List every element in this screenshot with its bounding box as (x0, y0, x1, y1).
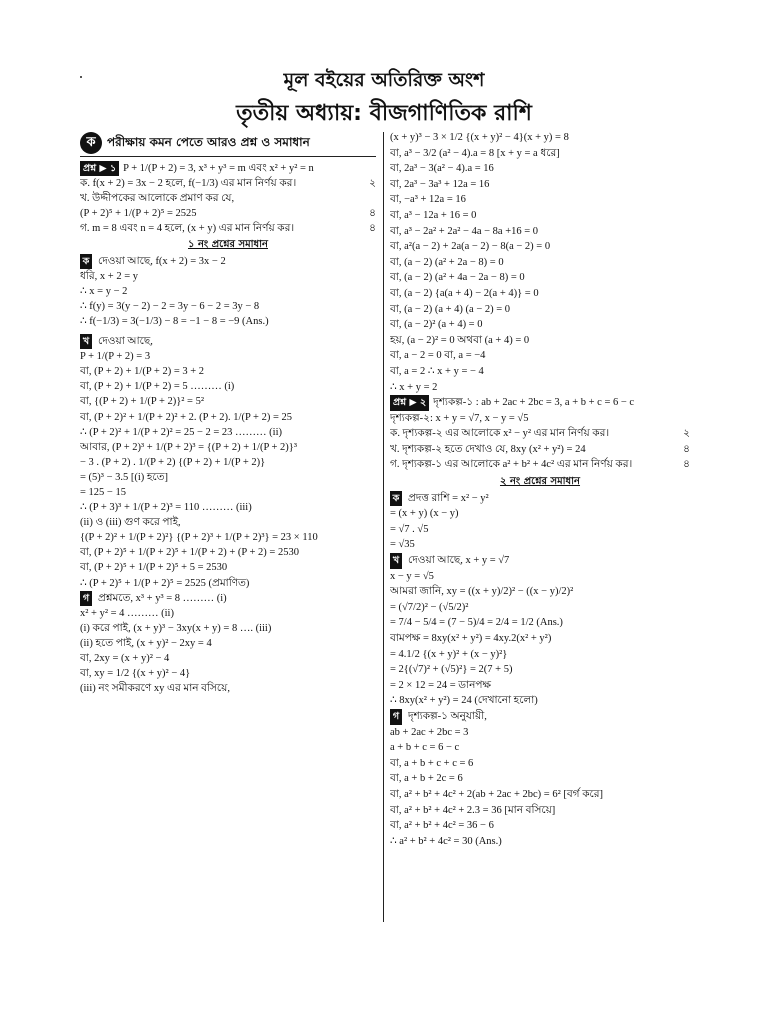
line-text: ∴ f(y) = 3(y − 2) − 2 = 3y − 6 − 2 = 3y − 8 (80, 300, 260, 312)
line-text: = (x + y) (x − y) (390, 508, 459, 520)
content-line (390, 224, 690, 240)
header-subtitle: মূল বইয়ের অতিরিক্ত অংশ (283, 69, 485, 91)
content-line (80, 530, 376, 545)
line-text: = 2 × 12 = 24 = ডানপক্ষ (390, 679, 491, 691)
line-text: বা, a − 2 = 0 বা, a = −4 (390, 350, 486, 362)
content-line (80, 485, 376, 500)
section-marker: গ (80, 591, 92, 606)
line-text: দৃশ্যকল্প-১ অনুযায়ী, (408, 710, 487, 722)
content-line (80, 440, 376, 455)
line-text: (iii) নং সমীকরণে xy এর মান বসিয়ে, (80, 683, 230, 695)
content-line (80, 299, 376, 314)
content-line (390, 631, 690, 647)
content-line (390, 771, 690, 787)
line-text: = (5)³ − 3.5 [(i) হতে] (80, 471, 169, 483)
content-line (390, 255, 690, 271)
line-text: ∴ (P + 3)³ + 1/(P + 2)³ = 110 ……… (iii) (80, 502, 252, 514)
content-line (80, 576, 376, 591)
line-text: (x + y)³ − 3 × 1/2 {(x + y)² − 4}(x + y) = 8 (390, 132, 569, 143)
content-line (390, 302, 690, 318)
line-text: বা, a = 2 ∴ x + y = − 4 (390, 365, 484, 377)
content-line (80, 560, 376, 575)
line-text: প্রশ্নমতে, x³ + y³ = 8 ……… (i) (98, 592, 227, 604)
content-line (390, 286, 690, 302)
marks: ৪ (683, 443, 690, 455)
content-line (80, 206, 376, 221)
line-text: দেওয়া আছে, (98, 336, 153, 348)
content-line (80, 379, 376, 394)
line-text: বা, a² + b² + 4c² + 2.3 = 36 [মান বসিয়ে] (390, 804, 556, 816)
line-text: বা, (P + 2)⁵ + 1/(P + 2)⁵ + 1/(P + 2) + (P + 2) = 2530 (80, 547, 299, 559)
section-marker: ক (390, 491, 402, 507)
content-line (80, 284, 376, 299)
line-text: বামপক্ষ = 8xy(x² + y²) = 4xy.2(x² + y²) (390, 633, 552, 644)
exam-banner (80, 130, 376, 157)
content-line (80, 161, 376, 176)
content-line (80, 176, 376, 191)
content-line (390, 818, 690, 834)
content-line (390, 270, 690, 286)
line-text: বা, (a − 2) (a² + 2a − 8) = 0 (390, 256, 504, 268)
content-line (390, 130, 690, 146)
content-line (80, 314, 376, 329)
content-line (390, 146, 690, 162)
line-text: = 125 − 15 (80, 486, 126, 498)
content-line (390, 803, 690, 819)
marks: ২ (369, 178, 376, 190)
content-line (390, 208, 690, 224)
content-line (390, 537, 690, 553)
section-marker: খ (390, 553, 402, 569)
line-text: বা, (a − 2) (a + 4) (a − 2) = 0 (390, 303, 511, 315)
line-text: বা, a + b + 2c = 6 (390, 773, 463, 785)
line-text: দৃশ্যকল্প-১ : ab + 2ac + 2bc = 3, a + b + c = 6 − c (433, 397, 635, 409)
content-line (80, 591, 376, 606)
line-text: বা, a³ − 12a + 16 = 0 (390, 209, 477, 221)
content-line (390, 380, 690, 396)
content-line (80, 636, 376, 651)
line-text: (ii) ও (iii) গুণ করে পাই, (80, 517, 181, 529)
content-line (390, 317, 690, 333)
line-text: ∴ 8xy(x² + y²) = 24 (দেখানো হলো) (390, 695, 538, 707)
content-line (80, 364, 376, 379)
content-line (390, 756, 690, 772)
line-text: (P + 2)⁵ + 1/(P + 2)⁵ = 2525 (80, 208, 197, 220)
content-line (390, 442, 690, 458)
line-text: P + 1/(P + 2) = 3 (80, 351, 151, 363)
marks: ৪ (369, 223, 376, 235)
line-text: ∴ f(−1/3) = 3(−1/3) − 8 = −1 − 8 = −9 (Ans.) (80, 315, 269, 327)
content-line (390, 348, 690, 364)
solution-heading: ১ নং প্রশ্নের সমাধান (187, 239, 268, 251)
content-line (80, 425, 376, 440)
content-line (80, 681, 376, 696)
marks: ৪ (683, 459, 690, 471)
content-line (390, 364, 690, 380)
line-text: = (√7/2)² − (√5/2)² (390, 601, 469, 613)
line-text: x² + y² = 4 ……… (ii) (80, 607, 174, 619)
content-line (80, 545, 376, 560)
content-line (80, 455, 376, 470)
line-text: খ. দৃশ্যকল্প-২ হতে দেখাও যে, 8xy (x² + y²) = 24 (390, 443, 586, 455)
line-text: ধরি, x + 2 = y (80, 270, 139, 282)
line-text: − 3 . (P + 2) . 1/(P + 2) {(P + 2) + 1/(P + 2)} (80, 456, 266, 468)
question-label: প্রশ্ন ▶ ২ (390, 395, 429, 411)
line-text: বা, (P + 2) + 1/(P + 2) = 5 ……… (i) (80, 381, 235, 393)
line-text: হয়, (a − 2)² = 0 অথবা (a + 4) = 0 (390, 334, 530, 346)
content-line (390, 491, 690, 507)
line-text: দেওয়া আছে, x + y = √7 (408, 555, 510, 567)
content-line (390, 787, 690, 803)
content-line (390, 678, 690, 694)
content-line (390, 740, 690, 756)
line-text: ∴ x = y − 2 (80, 285, 128, 297)
line-text: (ii) হতে পাই, (x + y)² − 2xy = 4 (80, 637, 212, 649)
banner-text: পরীক্ষায় কমন পেতে আরও প্রশ্ন ও সমাধান (107, 135, 310, 150)
line-text: ab + 2ac + 2bc = 3 (390, 726, 469, 738)
column-divider (383, 132, 384, 922)
content-line (390, 239, 690, 255)
solution-heading: ২ নং প্রশ্নের সমাধান (499, 476, 581, 488)
content-line (390, 834, 690, 850)
brand-logo: ক (80, 132, 102, 154)
line-text: বা, 2a³ − 3a³ + 12a = 16 (390, 178, 490, 190)
line-text: = √7 . √5 (390, 523, 429, 535)
content-line (390, 553, 690, 569)
content-line (80, 621, 376, 636)
line-text: ∴ (P + 2)⁵ + 1/(P + 2)⁵ = 2525 (প্রমাণিত) (80, 577, 250, 589)
line-text: বা, xy = 1/2 {(x + y)² − 4} (80, 668, 191, 680)
content-line (390, 600, 690, 616)
line-text: ∴ (P + 2)² + 1/(P + 2)² = 25 − 2 = 23 ……… (ii) (80, 426, 283, 438)
line-text: দেওয়া আছে, f(x + 2) = 3x − 2 (98, 255, 226, 267)
line-text: ∴ x + y = 2 (390, 381, 438, 393)
content-line (80, 334, 376, 349)
line-text: বা, (P + 2)⁵ + 1/(P + 2)⁵ + 5 = 2530 (80, 562, 228, 574)
content-line (80, 221, 376, 236)
line-text: a + b + c = 6 − c (390, 742, 460, 754)
line-text: গ. m = 8 এবং n = 4 হলে, (x + y) এর মান নির্ণয় কর। (80, 223, 295, 235)
content-line (390, 693, 690, 709)
line-text: (i) করে পাই, (x + y)³ − 3xy(x + y) = 8 …. (iii) (80, 622, 272, 634)
content-line (80, 410, 376, 425)
content-line (390, 395, 690, 411)
content-line (390, 725, 690, 741)
content-line (390, 192, 690, 208)
line-text: আমরা জানি, xy = ((x + y)/2)² − ((x − y)/2)² (390, 586, 574, 598)
section-marker: ক (80, 254, 92, 269)
line-text: খ. উদ্দীপকের আলোকে প্রমাণ কর যে, (80, 193, 235, 205)
line-text: বা, (a − 2)² (a + 4) = 0 (390, 319, 483, 331)
line-text: ∴ a² + b² + 4c² = 30 (Ans.) (390, 835, 502, 847)
content-line (390, 569, 690, 585)
content-line (390, 411, 690, 427)
content-line (80, 470, 376, 485)
line-text: বা, {(P + 2) + 1/(P + 2)}² = 5² (80, 396, 205, 408)
line-text: {(P + 2)² + 1/(P + 2)²} {(P + 2)³ + 1/(P + 2)³} = 23 × 110 (80, 532, 318, 544)
line-text: ক. f(x + 2) = 3x − 2 হলে, f(−1/3) এর মান নির্ণয় কর। (80, 178, 297, 190)
line-text: বা, 2a³ − 3(a² − 4).a = 16 (390, 163, 494, 175)
content-line (80, 254, 376, 269)
line-text: P + 1/(P + 2) = 3, x³ + y³ = m এবং x² + y² = n (123, 163, 314, 174)
line-text: দৃশ্যকল্প-২: x + y = √7, x − y = √5 (390, 412, 529, 424)
content-line (80, 349, 376, 364)
section-marker: গ (390, 709, 402, 725)
line-text: বা, a + b + c + c = 6 (390, 757, 474, 769)
line-text: বা, a³ − 3/2 (a² − 4).a = 8 [x + y = a ধরে] (390, 147, 560, 159)
line-text: বা, (a − 2) (a² + 4a − 2a − 8) = 0 (390, 272, 525, 284)
line-text: = 7/4 − 5/4 = (7 − 5)/4 = 2/4 = 1/2 (Ans.) (390, 617, 563, 629)
content-line (80, 515, 376, 530)
content-line (80, 606, 376, 621)
line-text: বা, (a − 2) {a(a + 4) − 2(a + 4)} = 0 (390, 287, 539, 299)
marks: ২ (683, 428, 690, 440)
line-text: = √35 (390, 539, 415, 551)
content-line (80, 500, 376, 515)
line-text: বা, a²(a − 2) + 2a(a − 2) − 8(a − 2) = 0 (390, 241, 551, 253)
content-line (390, 457, 690, 473)
line-text: গ. দৃশ্যকল্প-১ এর আলোকে a² + b² + 4c² এর মান নির্ণয় কর। (390, 459, 633, 471)
line-text: বা, a³ − 2a² + 2a² − 4a − 8a +16 = 0 (390, 225, 539, 237)
line-text: বা, −a³ + 12a = 16 (390, 194, 466, 206)
line-text: বা, 2xy = (x + y)² − 4 (80, 653, 170, 664)
marks: ৪ (369, 208, 376, 220)
content-line (390, 333, 690, 349)
content-line (390, 662, 690, 678)
line-text: প্রদত্ত রাশি = x² − y² (408, 492, 489, 504)
content-line (80, 651, 376, 666)
content-line (390, 161, 690, 177)
content-line (390, 506, 690, 522)
content-line (80, 394, 376, 409)
content-line (390, 647, 690, 663)
line-text: বা, (P + 2)² + 1/(P + 2)² + 2. (P + 2). 1/(P + 2) = 25 (80, 411, 292, 423)
right-column (390, 130, 690, 849)
content-line (390, 709, 690, 725)
content-line (80, 191, 376, 206)
content-line (390, 522, 690, 538)
line-text: x − y = √5 (390, 570, 434, 582)
line-text: = 2{(√7)² + (√5)²} = 2(7 + 5) (390, 664, 513, 676)
section-marker: খ (80, 334, 92, 349)
line-text: বা, (P + 2) + 1/(P + 2) = 3 + 2 (80, 366, 205, 378)
content-line (390, 584, 690, 600)
line-text: আবার, (P + 2)³ + 1/(P + 2)³ = {(P + 2) + 1/(P + 2)}³ (80, 441, 297, 453)
line-text: = 4.1/2 {(x + y)² + (x − y)²} (390, 648, 508, 660)
question-label: প্রশ্ন ▶ ১ (80, 161, 119, 176)
chapter-title: তৃতীয় অধ্যায়: বীজগাণিতিক রাশি (236, 101, 532, 126)
left-column (80, 130, 376, 696)
line-text: বা, a² + b² + 4c² = 36 − 6 (390, 820, 494, 832)
content-line (390, 615, 690, 631)
line-text: বা, a² + b² + 4c² + 2(ab + 2ac + 2bc) = 6² [বর্গ করে] (390, 788, 604, 800)
content-line (80, 666, 376, 681)
content-line (390, 177, 690, 193)
content-line (390, 426, 690, 442)
content-line (80, 269, 376, 284)
line-text: ক. দৃশ্যকল্প-২ এর আলোকে x² − y² এর মান নির্ণয় কর। (390, 428, 610, 440)
